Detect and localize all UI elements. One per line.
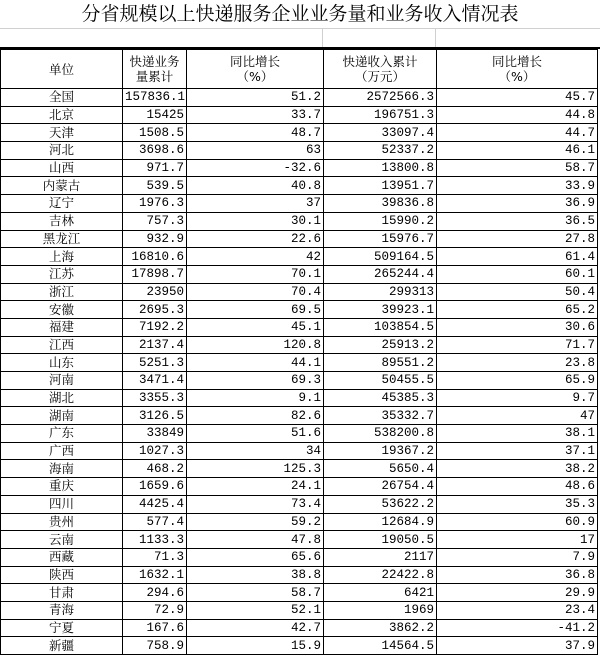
cell-revenue: 35332.7 <box>324 407 437 425</box>
cell-province: 宁夏 <box>1 619 123 637</box>
cell-province: 江西 <box>1 336 123 354</box>
cell-volume-growth: 51.6 <box>187 425 324 443</box>
table-row <box>1 548 598 566</box>
cell-revenue-growth: 36.9 <box>437 195 598 213</box>
cell-province: 河南 <box>1 372 123 390</box>
header-volume-growth <box>187 50 324 89</box>
cell-revenue-growth: -41.2 <box>437 619 598 637</box>
cell-revenue-growth: 58.7 <box>437 159 598 177</box>
cell-volume-growth: 65.6 <box>187 548 324 566</box>
cell-volume: 17898.7 <box>123 265 187 283</box>
cell-volume: 72.9 <box>123 601 187 619</box>
header-revenue-line1: 快递收入累计 <box>342 54 418 69</box>
cell-revenue: 45385.3 <box>324 389 437 407</box>
header-revenue <box>324 50 437 89</box>
cell-volume-growth: 9.1 <box>187 389 324 407</box>
cell-volume-growth: 59.2 <box>187 513 324 531</box>
cell-volume-growth: 51.2 <box>187 89 324 107</box>
header-unit-label: 单位 <box>48 61 74 77</box>
cell-volume-growth: 45.1 <box>187 318 324 336</box>
cell-province: 浙江 <box>1 283 123 301</box>
cell-revenue: 538200.8 <box>324 425 437 443</box>
cell-volume: 1508.5 <box>123 124 187 142</box>
cell-revenue: 2572566.3 <box>324 89 437 107</box>
cell-volume-growth: 73.4 <box>187 495 324 513</box>
cell-revenue: 15990.2 <box>324 212 437 230</box>
header-row <box>1 50 598 89</box>
table-row <box>1 265 598 283</box>
cell-province: 安徽 <box>1 301 123 319</box>
cell-province: 上海 <box>1 248 123 266</box>
cell-revenue: 14564.5 <box>324 637 437 655</box>
header-revenue-growth-line1: 同比增长 <box>491 54 542 69</box>
table-row <box>1 513 598 531</box>
cell-revenue: 26754.4 <box>324 478 437 496</box>
header-volume-growth-line2: （%） <box>236 69 274 84</box>
cell-volume-growth: 24.1 <box>187 478 324 496</box>
express-stats-table <box>0 49 598 655</box>
cell-volume-growth: 70.4 <box>187 283 324 301</box>
table-row <box>1 389 598 407</box>
cell-volume: 16810.6 <box>123 248 187 266</box>
cell-revenue-growth: 9.7 <box>437 389 598 407</box>
cell-volume: 167.6 <box>123 619 187 637</box>
cell-revenue-growth: 60.9 <box>437 513 598 531</box>
table-row <box>1 637 598 655</box>
cell-province: 山西 <box>1 159 123 177</box>
cell-volume-growth: 38.8 <box>187 566 324 584</box>
cell-volume-growth: 42.7 <box>187 619 324 637</box>
cell-revenue-growth: 38.1 <box>437 425 598 443</box>
cell-province: 河北 <box>1 142 123 160</box>
cell-revenue: 89551.2 <box>324 354 437 372</box>
cell-volume: 3126.5 <box>123 407 187 425</box>
cell-volume: 539.5 <box>123 177 187 195</box>
table-row <box>1 124 598 142</box>
cell-volume: 2137.4 <box>123 336 187 354</box>
table-row <box>1 478 598 496</box>
cell-revenue-growth: 38.2 <box>437 460 598 478</box>
cell-revenue: 22422.8 <box>324 566 437 584</box>
cell-revenue: 6421 <box>324 584 437 602</box>
cell-revenue-growth: 46.1 <box>437 142 598 160</box>
cell-revenue-growth: 37.1 <box>437 442 598 460</box>
cell-revenue: 25913.2 <box>324 336 437 354</box>
table-row <box>1 442 598 460</box>
table-row <box>1 354 598 372</box>
cell-volume: 1632.1 <box>123 566 187 584</box>
cell-province: 重庆 <box>1 478 123 496</box>
blank-row <box>0 29 600 49</box>
table-body <box>1 89 598 655</box>
header-revenue-line2: （万元） <box>354 69 405 84</box>
cell-revenue: 53622.2 <box>324 495 437 513</box>
cell-revenue-growth: 44.8 <box>437 106 598 124</box>
cell-volume: 157836.1 <box>123 89 187 107</box>
cell-revenue: 103854.5 <box>324 318 437 336</box>
cell-volume: 1976.3 <box>123 195 187 213</box>
cell-revenue-growth: 65.2 <box>437 301 598 319</box>
table-row <box>1 601 598 619</box>
cell-revenue: 196751.3 <box>324 106 437 124</box>
cell-volume: 3698.6 <box>123 142 187 160</box>
table-row <box>1 619 598 637</box>
cell-revenue: 5650.4 <box>324 460 437 478</box>
cell-province: 四川 <box>1 495 123 513</box>
table-row <box>1 584 598 602</box>
header-revenue-growth <box>437 50 598 89</box>
table-row <box>1 89 598 107</box>
cell-revenue: 3862.2 <box>324 619 437 637</box>
cell-province: 天津 <box>1 124 123 142</box>
cell-volume-growth: 47.8 <box>187 531 324 549</box>
cell-revenue-growth: 65.9 <box>437 372 598 390</box>
cell-revenue: 509164.5 <box>324 248 437 266</box>
header-unit <box>1 50 123 89</box>
cell-volume: 23950 <box>123 283 187 301</box>
table-title: 分省规模以上快递服务企业业务量和业务收入情况表 <box>0 0 600 29</box>
header-volume-growth-line1: 同比增长 <box>229 54 280 69</box>
cell-volume-growth: 22.6 <box>187 230 324 248</box>
cell-volume-growth: 82.6 <box>187 407 324 425</box>
gridline <box>322 29 323 47</box>
cell-revenue: 33097.4 <box>324 124 437 142</box>
cell-revenue-growth: 7.9 <box>437 548 598 566</box>
cell-province: 甘肃 <box>1 584 123 602</box>
cell-volume-growth: -32.6 <box>187 159 324 177</box>
cell-volume: 468.2 <box>123 460 187 478</box>
table-row <box>1 159 598 177</box>
cell-volume: 577.4 <box>123 513 187 531</box>
cell-volume: 7192.2 <box>123 318 187 336</box>
cell-volume-growth: 58.7 <box>187 584 324 602</box>
cell-province: 陕西 <box>1 566 123 584</box>
cell-revenue: 19050.5 <box>324 531 437 549</box>
cell-revenue: 2117 <box>324 548 437 566</box>
cell-volume: 932.9 <box>123 230 187 248</box>
table-row <box>1 495 598 513</box>
cell-revenue-growth: 47 <box>437 407 598 425</box>
header-volume <box>123 50 187 89</box>
cell-province: 全国 <box>1 89 123 107</box>
table-row <box>1 212 598 230</box>
cell-revenue-growth: 17 <box>437 531 598 549</box>
cell-volume-growth: 30.1 <box>187 212 324 230</box>
table-row <box>1 248 598 266</box>
cell-volume: 71.3 <box>123 548 187 566</box>
cell-volume-growth: 15.9 <box>187 637 324 655</box>
cell-revenue-growth: 35.3 <box>437 495 598 513</box>
cell-revenue-growth: 29.9 <box>437 584 598 602</box>
table-row <box>1 318 598 336</box>
cell-revenue-growth: 61.4 <box>437 248 598 266</box>
cell-revenue-growth: 23.8 <box>437 354 598 372</box>
table-row <box>1 142 598 160</box>
cell-revenue: 13800.8 <box>324 159 437 177</box>
cell-province: 新疆 <box>1 637 123 655</box>
cell-province: 湖南 <box>1 407 123 425</box>
cell-volume: 3355.3 <box>123 389 187 407</box>
cell-volume: 15425 <box>123 106 187 124</box>
cell-volume: 3471.4 <box>123 372 187 390</box>
cell-province: 湖北 <box>1 389 123 407</box>
cell-province: 山东 <box>1 354 123 372</box>
table-row <box>1 195 598 213</box>
table-row <box>1 425 598 443</box>
cell-volume-growth: 42 <box>187 248 324 266</box>
cell-volume: 757.3 <box>123 212 187 230</box>
cell-revenue: 299313 <box>324 283 437 301</box>
cell-revenue-growth: 45.7 <box>437 89 598 107</box>
table-row <box>1 301 598 319</box>
cell-revenue: 39836.8 <box>324 195 437 213</box>
header-revenue-growth-line2: （%） <box>498 69 536 84</box>
table-row <box>1 372 598 390</box>
cell-volume-growth: 48.7 <box>187 124 324 142</box>
cell-revenue-growth: 60.1 <box>437 265 598 283</box>
cell-revenue-growth: 30.6 <box>437 318 598 336</box>
cell-revenue: 265244.4 <box>324 265 437 283</box>
cell-revenue-growth: 36.8 <box>437 566 598 584</box>
header-volume-line2: 量累计 <box>135 69 174 84</box>
cell-province: 西藏 <box>1 548 123 566</box>
cell-volume-growth: 69.5 <box>187 301 324 319</box>
cell-province: 福建 <box>1 318 123 336</box>
cell-revenue: 12684.9 <box>324 513 437 531</box>
cell-volume: 758.9 <box>123 637 187 655</box>
cell-volume-growth: 52.1 <box>187 601 324 619</box>
cell-volume: 1133.3 <box>123 531 187 549</box>
cell-volume-growth: 37 <box>187 195 324 213</box>
cell-revenue-growth: 37.9 <box>437 637 598 655</box>
cell-volume: 1027.3 <box>123 442 187 460</box>
cell-volume-growth: 34 <box>187 442 324 460</box>
cell-volume: 294.6 <box>123 584 187 602</box>
cell-volume: 4425.4 <box>123 495 187 513</box>
table-row <box>1 531 598 549</box>
cell-province: 贵州 <box>1 513 123 531</box>
cell-revenue-growth: 44.7 <box>437 124 598 142</box>
cell-volume-growth: 69.3 <box>187 372 324 390</box>
table-row <box>1 283 598 301</box>
cell-revenue: 50455.5 <box>324 372 437 390</box>
cell-volume-growth: 120.8 <box>187 336 324 354</box>
cell-volume-growth: 44.1 <box>187 354 324 372</box>
cell-revenue: 52337.2 <box>324 142 437 160</box>
cell-province: 广东 <box>1 425 123 443</box>
table-row <box>1 336 598 354</box>
table-row <box>1 407 598 425</box>
cell-province: 吉林 <box>1 212 123 230</box>
cell-revenue: 15976.7 <box>324 230 437 248</box>
cell-province: 北京 <box>1 106 123 124</box>
cell-revenue-growth: 48.6 <box>437 478 598 496</box>
cell-province: 内蒙古 <box>1 177 123 195</box>
cell-province: 广西 <box>1 442 123 460</box>
cell-volume-growth: 70.1 <box>187 265 324 283</box>
cell-revenue-growth: 36.5 <box>437 212 598 230</box>
cell-volume: 33849 <box>123 425 187 443</box>
cell-volume: 1659.6 <box>123 478 187 496</box>
cell-revenue: 13951.7 <box>324 177 437 195</box>
cell-revenue-growth: 33.9 <box>437 177 598 195</box>
cell-province: 江苏 <box>1 265 123 283</box>
table-row <box>1 460 598 478</box>
cell-revenue-growth: 50.4 <box>437 283 598 301</box>
cell-province: 云南 <box>1 531 123 549</box>
cell-province: 黑龙江 <box>1 230 123 248</box>
cell-revenue: 1969 <box>324 601 437 619</box>
cell-volume-growth: 125.3 <box>187 460 324 478</box>
cell-revenue-growth: 71.7 <box>437 336 598 354</box>
cell-province: 海南 <box>1 460 123 478</box>
header-volume-line1: 快递业务 <box>129 54 180 69</box>
table-row <box>1 230 598 248</box>
cell-revenue: 39923.1 <box>324 301 437 319</box>
cell-revenue: 19367.2 <box>324 442 437 460</box>
cell-province: 辽宁 <box>1 195 123 213</box>
gridline <box>435 29 436 47</box>
cell-province: 青海 <box>1 601 123 619</box>
cell-volume: 2695.3 <box>123 301 187 319</box>
cell-volume: 971.7 <box>123 159 187 177</box>
table-row <box>1 106 598 124</box>
table-row <box>1 177 598 195</box>
cell-volume: 5251.3 <box>123 354 187 372</box>
cell-volume-growth: 40.8 <box>187 177 324 195</box>
cell-volume-growth: 63 <box>187 142 324 160</box>
cell-revenue-growth: 27.8 <box>437 230 598 248</box>
cell-volume-growth: 33.7 <box>187 106 324 124</box>
cell-revenue-growth: 23.4 <box>437 601 598 619</box>
table-row <box>1 566 598 584</box>
